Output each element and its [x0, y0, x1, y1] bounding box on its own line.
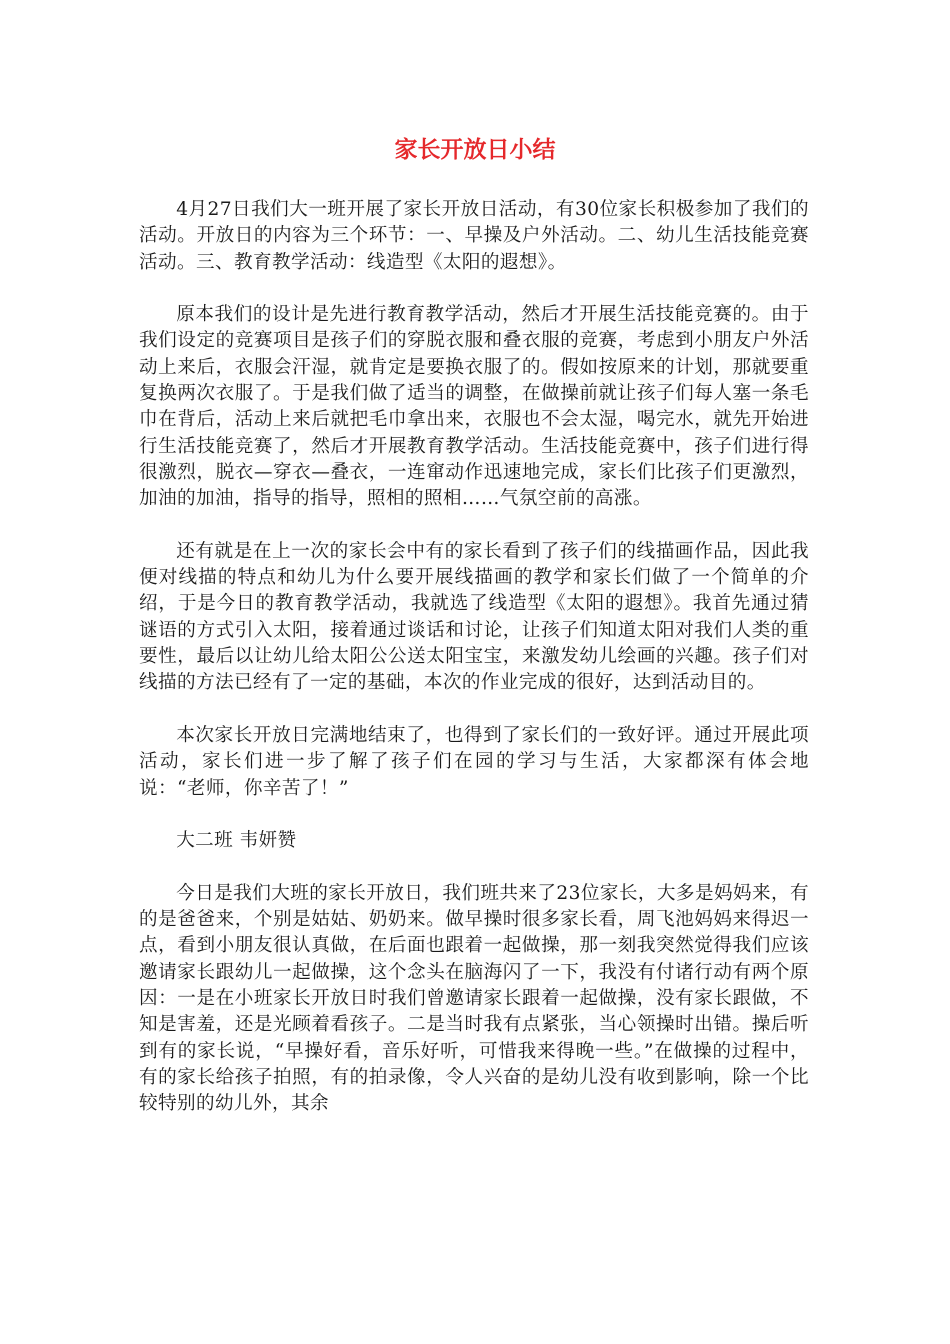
paragraph-line-drawing: 还有就是在上一次的家长会中有的家长看到了孩子们的线描画作品，因此我便对线描的特点和幼儿为什么要开展线描画的教学和家长们做了一个简单的介绍，于是今日的教育教学活动，我就选了线造型《太阳的遐想》。我首先通过猜谜语的方式引入太阳，接着通过谈话和讨论，让孩子们知道太阳对我们人类的重要性，最后以让幼儿给太阳公公送太阳宝宝，来激发幼儿绘画的兴趣。孩子们对线描的方法已经有了一定的基础，本次的作业完成的很好，达到活动目的。 — [139, 540, 809, 694]
paragraph-class-signature: 大二班 韦妍赞 — [176, 830, 297, 852]
paragraph-conclusion: 本次家长开放日完满地结束了，也得到了家长们的一致好评。通过开展此项活动，家长们进一步了解了孩子们在园的学习与生活，大家都深有体会地说：“老师，你辛苦了！” — [139, 724, 809, 799]
paragraph-second-report: 今日是我们大班的家长开放日，我们班共来了23位家长，大多是妈妈来，有的是爸爸来，个别是姑姑、奶奶来。做早操时很多家长看，周飞池妈妈来得迟一点，看到小朋友很认真做，在后面也跟着一起做操，那一刻我突然觉得我们应该邀请家长跟幼儿一起做操，这个念头在脑海闪了一下，我没有付诸行动有两个原因：一是在小班家长开放日时我们曾邀请家长跟着一起做操，没有家长跟做，不知是害羞，还是光顾着看孩子。二是当时我有点紧张，当心领操时出错。操后听到有的家长说，“早操好看，音乐好听，可惜我来得晚一些。”在做操的过程中，有的家长给孩子拍照，有的拍录像，令人兴奋的是幼儿没有收到影响，除一个比较特别的幼儿外，其余 — [139, 882, 809, 1115]
paragraph-intro: 4月27日我们大一班开展了家长开放日活动，有30位家长积极参加了我们的活动。开放日的内容为三个环节：一、早操及户外活动。二、幼儿生活技能竞赛活动。三、教育教学活动：线造型《太阳的遐想》。 — [139, 199, 809, 273]
document-body — [139, 197, 809, 1144]
paragraph-adjustment: 原本我们的设计是先进行教育教学活动，然后才开展生活技能竞赛的。由于我们设定的竞赛项目是孩子们的穿脱衣服和叠衣服的竞赛，考虑到小朋友户外活动上来后，衣服会汗湿，就肯定是要换衣服了的。假如按原来的计划，那就要重复换两次衣服了。于是我们做了适当的调整，在做操前就让孩子们每人塞一条毛巾在背后，活动上来后就把毛巾拿出来，衣服也不会太湿，喝完水，就先开始进行生活技能竞赛了，然后才开展教育教学活动。生活技能竞赛中，孩子们进行得很激烈，脱衣—穿衣—叠衣，一连窜动作迅速地完成，家长们比孩子们更激烈，加油的加油，指导的指导，照相的照相……气氛空前的高涨。 — [139, 304, 809, 510]
document-title: 家长开放日小结 — [394, 137, 556, 163]
